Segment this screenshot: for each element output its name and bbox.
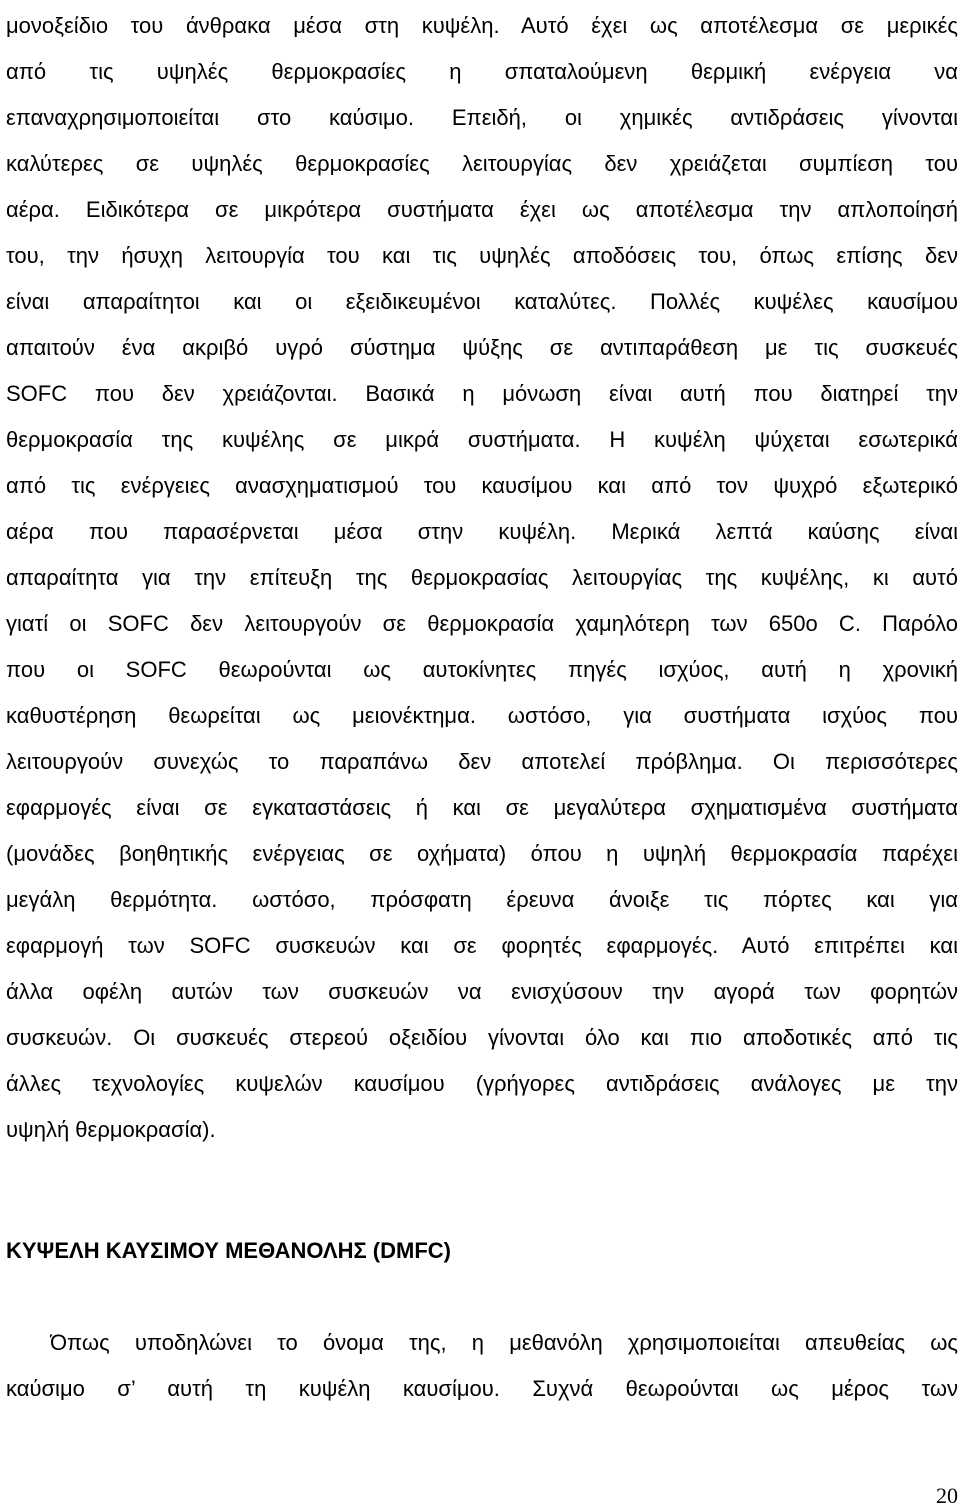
paragraph-line: λειτουργούν συνεχώς το παραπάνω δεν αποτελεί πρόβλημα. Οι περισσότερες (6, 749, 958, 774)
paragraph-line: επαναχρησιμοποιείται στο καύσιμο. Επειδή, οι χημικές αντιδράσεις γίνονται (6, 105, 958, 130)
paragraph-line: καλύτερες σε υψηλές θερμοκρασίες λειτουργίας δεν χρειάζεται συμπίεση του (6, 151, 958, 176)
paragraph-line: άλλα οφέλη αυτών των συσκευών να ενισχύσουν την αγορά των φορητών (6, 979, 958, 1004)
paragraph-line: Όπως υποδηλώνει το όνομα της, η μεθανόλη χρησιμοποιείται απευθείας ως (50, 1330, 958, 1355)
paragraph-line: υψηλή θερμοκρασία). (6, 1117, 216, 1142)
paragraph-line: γιατί οι SOFC δεν λειτουργούν σε θερμοκρασία χαμηλότερη των 650ο C. Παρόλο (6, 611, 958, 636)
paragraph-line: από τις ενέργειες ανασχηματισμού του καυσίμου και από τον ψυχρό εξωτερικό (6, 473, 958, 498)
paragraph-line: άλλες τεχνολογίες κυψελών καυσίμου (γρήγορες αντιδράσεις ανάλογες με την (6, 1071, 958, 1096)
paragraph-line: αέρα. Ειδικότερα σε μικρότερα συστήματα έχει ως αποτέλεσμα την απλοποίησή (6, 197, 958, 222)
paragraph-line: εφαρμογές είναι σε εγκαταστάσεις ή και σε μεγαλύτερα σχηματισμένα συστήματα (6, 795, 958, 820)
section-heading: ΚΥΨΕΛΗ ΚΑΥΣΙΜΟΥ ΜΕΘΑΝΟΛΗΣ (DMFC) (6, 1238, 451, 1263)
paragraph-line: SOFC που δεν χρειάζονται. Βασικά η μόνωση είναι αυτή που διατηρεί την (6, 381, 958, 406)
paragraph-line: μονοξείδιο του άνθρακα μέσα στη κυψέλη. Αυτό έχει ως αποτέλεσμα σε μερικές (6, 13, 958, 38)
paragraph-line: απαιτούν ένα ακριβό υγρό σύστημα ψύξης σε αντιπαράθεση με τις συσκευές (6, 335, 958, 360)
paragraph-line: συσκευών. Οι συσκευές στερεού οξειδίου γίνονται όλο και πιο αποδοτικές από τις (6, 1025, 958, 1050)
paragraph-line: εφαρμογή των SOFC συσκευών και σε φορητές εφαρμογές. Αυτό επιτρέπει και (6, 933, 958, 958)
paragraph-line: μεγάλη θερμότητα. ωστόσο, πρόσφατη έρευνα άνοιξε τις πόρτες και για (6, 887, 958, 912)
paragraph-line: καθυστέρηση θεωρείται ως μειονέκτημα. ωστόσο, για συστήματα ισχύος που (6, 703, 958, 728)
paragraph-line: απαραίτητα για την επίτευξη της θερμοκρασίας λειτουργίας της κυψέλης, κι αυτό (6, 565, 958, 590)
paragraph-line: θερμοκρασία της κυψέλης σε μικρά συστήματα. Η κυψέλη ψύχεται εσωτερικά (6, 427, 958, 452)
paragraph-line: αέρα που παρασέρνεται μέσα στην κυψέλη. Μερικά λεπτά καύσης είναι (6, 519, 958, 544)
paragraph-line: που οι SOFC θεωρούνται ως αυτοκίνητες πηγές ισχύος, αυτή η χρονική (6, 657, 958, 682)
paragraph-line: από τις υψηλές θερμοκρασίες η σπαταλούμενη θερμική ενέργεια να (6, 59, 958, 84)
page-number: 20 (936, 1483, 958, 1508)
paragraph-line: καύσιμο σ’ αυτή τη κυψέλη καυσίμου. Συχνά θεωρούνται ως μέρος των (6, 1376, 958, 1401)
paragraph-line: του, την ήσυχη λειτουργία του και τις υψηλές αποδόσεις του, όπως επίσης δεν (6, 243, 958, 268)
paragraph-line: (μονάδες βοηθητικής ενέργειας σε οχήματα) όπου η υψηλή θερμοκρασία παρέχει (6, 841, 958, 866)
paragraph-line: είναι απαραίτητοι και οι εξειδικευμένοι καταλύτες. Πολλές κυψέλες καυσίμου (6, 289, 958, 314)
